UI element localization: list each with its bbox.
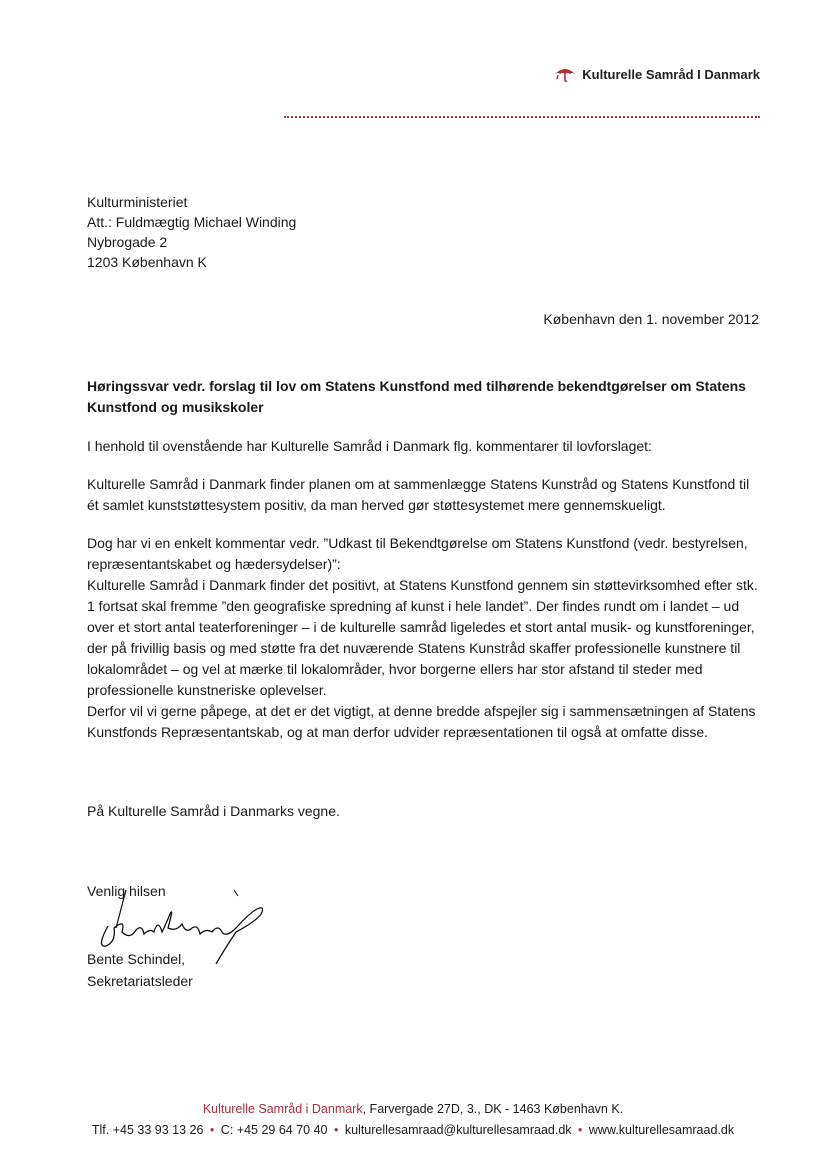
separator-dot: • xyxy=(578,1123,583,1137)
recipient-line: 1203 København K xyxy=(87,254,207,270)
letter-body xyxy=(87,376,759,743)
footer-email-link[interactable]: kulturellesamraad@kulturellesamraad.dk xyxy=(344,1123,572,1137)
footer-mobile: C: +45 29 64 70 40 xyxy=(220,1123,328,1137)
recipient-line: Nybrogade 2 xyxy=(87,234,168,250)
letter-date: København den 1. november 2012 xyxy=(543,311,759,327)
separator-dot: • xyxy=(209,1123,215,1137)
logo-text: Kulturelle Samråd I Danmark xyxy=(582,66,760,82)
body-paragraph: Dog har vi en enkelt kommentar vedr. ”Udkast til Bekendtgørelse om Statens Kunstfond (vedr. bestyrelsen, repræsentantskabet og hædersydelser)”: xyxy=(87,535,748,572)
subject-line: Høringssvar vedr. forslag til lov om Statens Kunstfond med tilhørende bekendtgørelser om Statens Kunstfond og musikskoler xyxy=(87,378,746,415)
signatory-name: Bente Schindel, xyxy=(87,951,186,967)
umbrella-mark-icon xyxy=(554,66,576,82)
body-paragraph: Kulturelle Samråd i Danmark finder det positivt, at Statens Kunstfond gennem sin støttevirksomhed efter stk. 1 fortsat skal fremme ”den geografiske spredning af kunst i hele landet”. Der findes rundt om i landet – ud over et stort antal teaterforeninger – i de kulturelle samråd ligeledes et stort antal musik- og kunstforeninger, der på frivillig basis og med støtte fra det nuværende Statens Kunstråd skaffer professionelle kunstnere til lokalområdet – og vel at mærke til lokalområder, hvor borgerne ellers har stor afstand til steder med professionelle kunstneriske oplevelser. xyxy=(87,577,758,698)
footer-phone: Tlf. +45 33 93 13 26 xyxy=(91,1123,204,1137)
footer-contact xyxy=(0,1123,826,1137)
recipient-address xyxy=(87,192,296,272)
footer-org: Kulturelle Samråd i Danmark xyxy=(202,1102,363,1116)
footer-web-link[interactable]: www.kulturellesamraad.dk xyxy=(588,1123,735,1137)
body-paragraph: Derfor vil vi gerne påpege, at det er det vigtigt, at denne bredde afspejler sig i sammensætningen af Statens Kunstfonds Repræsentantskab, og at man derfor udvider repræsentationen til også at omfatte disse. xyxy=(87,703,756,740)
recipient-line: Att.: Fuldmægtig Michael Winding xyxy=(87,214,297,230)
greeting: Venlig hilsen xyxy=(87,883,166,899)
separator-dot: • xyxy=(333,1123,339,1137)
body-paragraph: Kulturelle Samråd i Danmark finder planen om at sammenlægge Statens Kunstråd og Statens Kunstfond til ét samlet kunststøttesystem positiv, da man herved gør støttesystemet mere gennemskueligt. xyxy=(87,476,750,513)
footer-address-text: , Farvergade 27D, 3., DK - 1463 København K. xyxy=(362,1102,624,1116)
signatory-title: Sekretariatsleder xyxy=(87,973,193,989)
closing-line: På Kulturelle Samråd i Danmarks vegne. xyxy=(87,803,340,819)
body-paragraph: I henhold til ovenstående har Kulturelle Samråd i Danmark flg. kommentarer til lovforslaget: xyxy=(87,438,652,454)
recipient-line: Kulturministeriet xyxy=(87,194,188,210)
footer-address xyxy=(0,1102,826,1116)
logo xyxy=(554,66,760,82)
signatory xyxy=(87,948,193,992)
header-rule xyxy=(284,116,760,118)
